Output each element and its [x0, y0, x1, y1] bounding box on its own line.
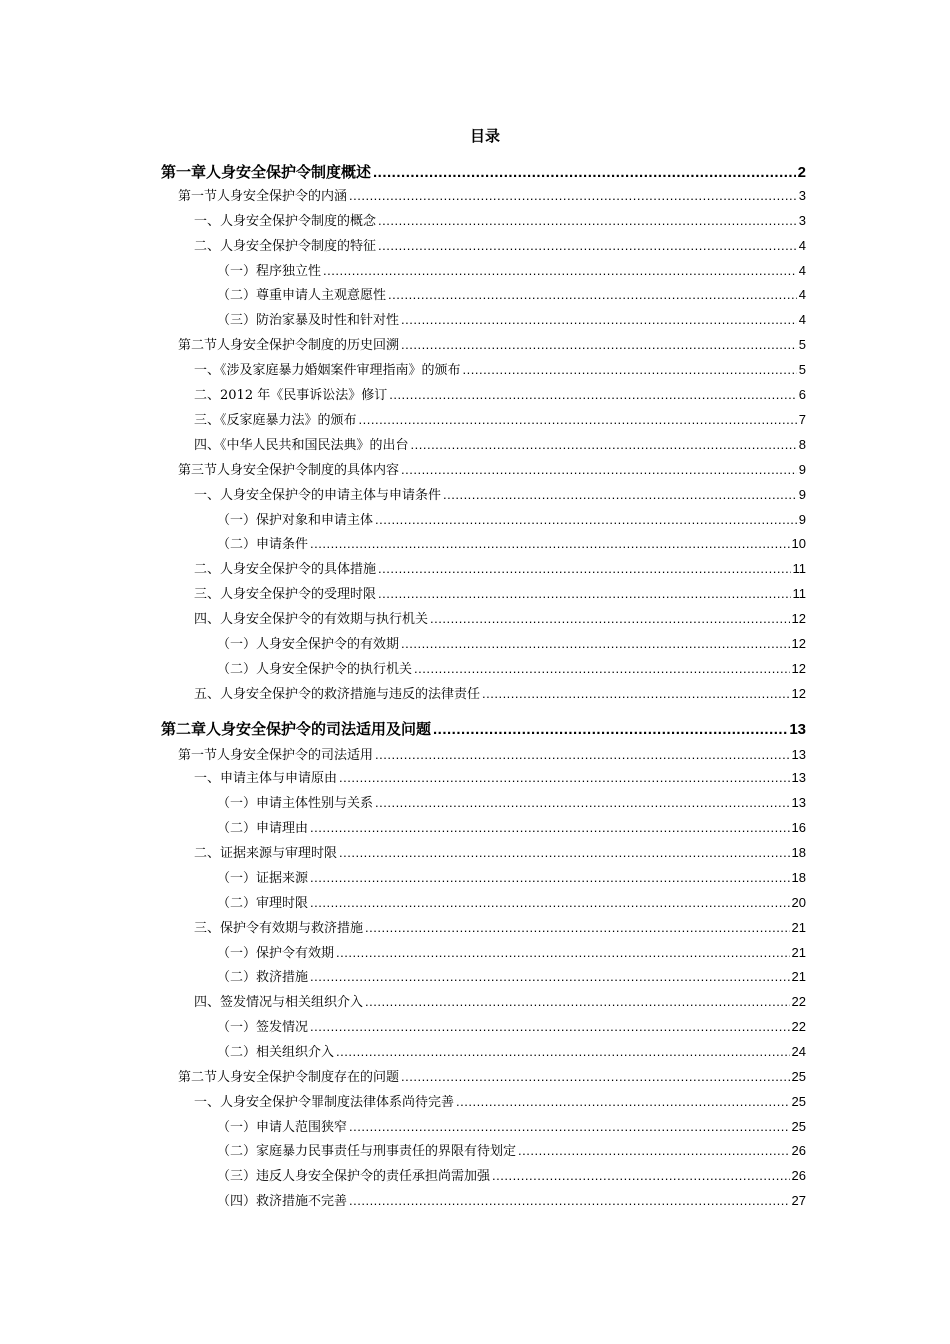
toc-dot-leader: [310, 534, 790, 554]
toc-entry-sub[interactable]: [217, 310, 806, 330]
toc-entry-page-number: 20: [791, 895, 806, 910]
toc-entry-sub[interactable]: [217, 285, 806, 305]
toc-entry-label: 四、《中华人民共和国民法典》的出台: [194, 438, 409, 453]
toc-entry-sub[interactable]: [217, 943, 806, 963]
toc-entry-item[interactable]: [194, 843, 806, 863]
toc-entry-page-number: 7: [798, 412, 806, 427]
toc-entry-label: （四）救济措施不完善: [217, 1194, 348, 1209]
toc-entry-page-number: 24: [791, 1044, 806, 1059]
toc-entry-label: 四、人身安全保护令的有效期与执行机关: [194, 612, 429, 627]
toc-entry-label: 二、人身安全保护令的具体措施: [194, 562, 377, 577]
toc-dot-leader: [433, 720, 787, 740]
toc-entry-item[interactable]: [194, 485, 806, 505]
toc-entry-sub[interactable]: [217, 893, 806, 913]
toc-entry-page-number: 12: [791, 636, 806, 651]
toc-entry-label: 一、《涉及家庭暴力婚姻案件审理指南》的颁布: [194, 363, 461, 378]
toc-entry-sub[interactable]: [217, 1117, 806, 1137]
toc-entry-item[interactable]: [194, 236, 806, 256]
toc-dot-leader: [310, 1017, 790, 1037]
toc-entry-item[interactable]: [194, 609, 806, 629]
toc-dot-leader: [310, 868, 790, 888]
toc-entry-label: 第二节人身安全保护令制度的历史回溯: [178, 338, 400, 353]
toc-dot-leader: [336, 943, 790, 963]
toc-entry-page-number: 12: [791, 686, 806, 701]
toc-entry-sub[interactable]: [217, 261, 806, 281]
toc-entry-page-number: 22: [791, 994, 806, 1009]
toc-entry-item[interactable]: [194, 1092, 806, 1112]
toc-entry-page-number: 12: [791, 661, 806, 676]
toc-entry-label: （三）防治家暴及时性和针对性: [217, 313, 400, 328]
toc-dot-leader: [463, 360, 797, 380]
toc-entry-sub[interactable]: [217, 1141, 806, 1161]
toc-dot-leader: [401, 310, 797, 330]
toc-dot-leader: [430, 609, 790, 629]
toc-dot-leader: [365, 918, 790, 938]
toc-dot-leader: [323, 261, 797, 281]
toc-entry-item[interactable]: [194, 211, 806, 231]
toc-dot-leader: [375, 745, 790, 765]
toc-entry-label: （二）人身安全保护令的执行机关: [217, 662, 413, 677]
toc-entry-page-number: 12: [791, 611, 806, 626]
toc-entry-page-number: 4: [798, 263, 806, 278]
toc-entry-item[interactable]: [194, 559, 806, 579]
toc-entry-sub[interactable]: [217, 818, 806, 838]
toc-entry-label: 二、人身安全保护令制度的特征: [194, 239, 377, 254]
toc-dot-leader: [375, 793, 790, 813]
toc-entry-page-number: 9: [798, 487, 806, 502]
toc-dot-leader: [365, 992, 790, 1012]
toc-entry-label: （三）违反人身安全保护令的责任承担尚需加强: [217, 1169, 491, 1184]
toc-entry-sub[interactable]: [217, 534, 806, 554]
toc-entry-page-number: 25: [791, 1119, 806, 1134]
toc-entry-page-number: 4: [798, 287, 806, 302]
toc-dot-leader: [401, 634, 790, 654]
toc-entry-page-number: 22: [791, 1019, 806, 1034]
toc-entry-label: （二）申请理由: [217, 821, 309, 836]
toc-entry-page-number: 3: [798, 188, 806, 203]
toc-entry-label: （一）申请人范围狭窄: [217, 1120, 348, 1135]
toc-entry-sub[interactable]: [217, 510, 806, 530]
toc-dot-leader: [373, 163, 796, 183]
toc-entry-sub[interactable]: [217, 1042, 806, 1062]
toc-entry-page-number: 13: [791, 795, 806, 810]
toc-entry-label: （一）证据来源: [217, 871, 309, 886]
toc-entry-label: 四、签发情况与相关组织介入: [194, 995, 364, 1010]
toc-dot-leader: [378, 584, 790, 604]
toc-dot-leader: [339, 843, 790, 863]
toc-entry-label: 第三节人身安全保护令制度的具体内容: [178, 463, 400, 478]
toc-entry-label: 第一章人身安全保护令制度概述: [161, 163, 372, 181]
toc-dot-leader: [349, 186, 797, 206]
toc-entry-label: （二）救济措施: [217, 970, 309, 985]
toc-entry-sub[interactable]: [217, 634, 806, 654]
toc-dot-leader: [349, 1191, 790, 1211]
toc-entry-page-number: 27: [791, 1193, 806, 1208]
toc-entry-item[interactable]: [194, 684, 806, 704]
toc-entry-page-number: 8: [798, 437, 806, 452]
toc-dot-leader: [456, 1092, 790, 1112]
toc-entry-label: 一、人身安全保护令罪制度法律体系尚待完善: [194, 1095, 455, 1110]
toc-entry-sub[interactable]: [217, 1017, 806, 1037]
toc-entry-label: （二）相关组织介入: [217, 1045, 335, 1060]
toc-entry-page-number: 13: [789, 721, 806, 738]
toc-dot-leader: [401, 335, 797, 355]
toc-entry-page-number: 25: [791, 1094, 806, 1109]
toc-entry-sub[interactable]: [217, 659, 806, 679]
toc-entry-page-number: 3: [798, 213, 806, 228]
toc-entry-sub[interactable]: [217, 868, 806, 888]
toc-dot-leader: [443, 485, 797, 505]
toc-dot-leader: [389, 385, 797, 405]
toc-entry-page-number: 21: [791, 920, 806, 935]
toc-entry-page-number: 21: [791, 969, 806, 984]
toc-entry-label: 一、申请主体与申请原由: [194, 771, 338, 786]
toc-entry-item[interactable]: [194, 992, 806, 1012]
toc-entry-label: 二、证据来源与审理时限: [194, 846, 338, 861]
toc-entry-sub[interactable]: [217, 1191, 806, 1211]
toc-entry-section[interactable]: [178, 1067, 806, 1087]
toc-entry-label: （一）保护令有效期: [217, 946, 335, 961]
toc-entry-page-number: 5: [798, 337, 806, 352]
toc-dot-leader: [388, 285, 797, 305]
toc-entry-page-number: 18: [791, 870, 806, 885]
toc-entry-label: 一、人身安全保护令的申请主体与申请条件: [194, 488, 442, 503]
toc-entry-page-number: 6: [798, 387, 806, 402]
toc-entry-page-number: 4: [798, 312, 806, 327]
toc-dot-leader: [482, 684, 790, 704]
toc-entry-page-number: 26: [791, 1143, 806, 1158]
toc-dot-leader: [414, 659, 790, 679]
toc-entry-label: （二）申请条件: [217, 537, 309, 552]
toc-entry-section[interactable]: [178, 745, 806, 765]
toc-entry-page-number: 9: [798, 462, 806, 477]
toc-entry-page-number: 13: [791, 747, 806, 762]
toc-entry-page-number: 10: [791, 536, 806, 551]
toc-entry-label: 三、《反家庭暴力法》的颁布: [194, 413, 357, 428]
toc-entry-item[interactable]: [194, 918, 806, 938]
toc-dot-leader: [411, 435, 797, 455]
toc-dot-leader: [378, 236, 797, 256]
toc-entry-page-number: 18: [791, 845, 806, 860]
toc-dot-leader: [401, 1067, 790, 1087]
toc-entry-page-number: 13: [791, 770, 806, 785]
toc-entry-label: 第一节人身安全保护令的内涵: [178, 189, 348, 204]
toc-entry-label: （一）签发情况: [217, 1020, 309, 1035]
toc-entry-item[interactable]: [194, 435, 806, 455]
toc-entry-label: 第二节人身安全保护令制度存在的问题: [178, 1070, 400, 1085]
toc-dot-leader: [359, 410, 797, 430]
toc-entry-label: （二）家庭暴力民事责任与刑事责任的界限有待划定: [217, 1144, 517, 1159]
toc-entry-label: 第二章人身安全保护令的司法适用及问题: [161, 720, 432, 738]
toc-entry-sub[interactable]: [217, 1166, 806, 1186]
toc-entry-page-number: 4: [798, 238, 806, 253]
toc-entry-label: 三、保护令有效期与救济措施: [194, 921, 364, 936]
toc-entry-label: （一）程序独立性: [217, 264, 322, 279]
toc-entry-label: （二）尊重申请人主观意愿性: [217, 288, 387, 303]
toc-entry-item[interactable]: [194, 360, 806, 380]
toc-entry-sub[interactable]: [217, 793, 806, 813]
toc-entry-label: 二、2012 年《民事诉讼法》修订: [194, 388, 388, 403]
toc-entry-label: 第一节人身安全保护令的司法适用: [178, 748, 374, 763]
toc-entry-page-number: 11: [792, 561, 806, 576]
toc-entry-page-number: 11: [792, 586, 806, 601]
toc-entry-item[interactable]: [194, 410, 806, 430]
toc-entry-label: 五、人身安全保护令的救济措施与违反的法律责任: [194, 687, 481, 702]
toc-entry-item[interactable]: [194, 768, 806, 788]
toc-entry-section[interactable]: [178, 335, 806, 355]
toc-dot-leader: [349, 1117, 790, 1137]
toc-dot-leader: [401, 460, 797, 480]
toc-entry-section[interactable]: [178, 186, 806, 206]
toc-entry-page-number: 5: [798, 362, 806, 377]
toc-entry-label: （一）人身安全保护令的有效期: [217, 637, 400, 652]
toc-entry-label: （一）保护对象和申请主体: [217, 513, 374, 528]
toc-dot-leader: [336, 1042, 790, 1062]
toc-entry-item[interactable]: [194, 385, 806, 405]
toc-entry-label: 一、人身安全保护令制度的概念: [194, 214, 377, 229]
toc-entry-page-number: 2: [797, 164, 806, 181]
toc-dot-leader: [339, 768, 790, 788]
toc-entry-sub[interactable]: [217, 967, 806, 987]
toc-entry-item[interactable]: [194, 584, 806, 604]
toc-entry-chapter[interactable]: [161, 162, 806, 182]
toc-entry-page-number: 26: [791, 1168, 806, 1183]
toc-dot-leader: [378, 559, 790, 579]
toc-entry-chapter[interactable]: [161, 719, 806, 739]
toc-dot-leader: [375, 510, 797, 530]
toc-dot-leader: [310, 893, 790, 913]
toc-entry-page-number: 9: [798, 512, 806, 527]
toc-dot-leader: [310, 967, 790, 987]
toc-entry-page-number: 25: [791, 1069, 806, 1084]
toc-entry-page-number: 21: [791, 945, 806, 960]
toc-dot-leader: [492, 1166, 790, 1186]
toc-entry-page-number: 16: [791, 820, 806, 835]
toc-entry-label: （一）申请主体性别与关系: [217, 796, 374, 811]
toc-dot-leader: [310, 818, 790, 838]
toc-title: 目录: [469, 127, 500, 145]
toc-dot-leader: [378, 211, 797, 231]
toc-entry-label: 三、人身安全保护令的受理时限: [194, 587, 377, 602]
toc-entry-section[interactable]: [178, 460, 806, 480]
toc-dot-leader: [518, 1141, 790, 1161]
toc-entry-label: （二）审理时限: [217, 896, 309, 911]
